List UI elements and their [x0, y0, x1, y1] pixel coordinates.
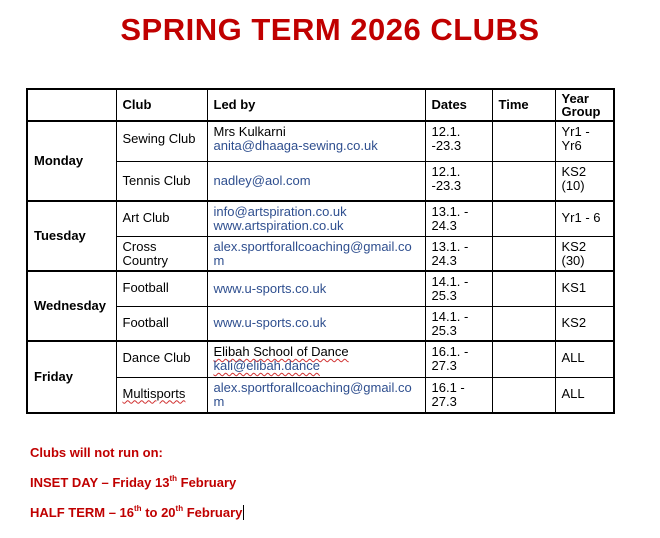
header-day — [27, 89, 116, 121]
email-link[interactable]: anita@dhaaga-sewing.co.uk — [213, 138, 378, 153]
table-row — [27, 377, 614, 413]
table-row — [27, 121, 614, 161]
inset-day-note: INSET DAY – Friday 13th February — [30, 474, 237, 490]
dates-cell: 16.1 - 27.3 — [425, 377, 492, 413]
day-wednesday: Wednesday — [27, 271, 116, 341]
led-by-cell — [207, 306, 425, 341]
text-cursor — [243, 505, 244, 520]
led-by-cell — [207, 201, 425, 236]
website-link[interactable]: www.u-sports.co.uk — [213, 281, 327, 296]
dates-cell: 13.1. - 24.3 — [425, 236, 492, 271]
year-cell: KS2 — [555, 306, 614, 341]
led-by-cell — [207, 161, 425, 201]
table-row — [27, 201, 614, 236]
time-cell — [492, 121, 555, 161]
year-cell: ALL — [555, 377, 614, 413]
club-cell: Football — [116, 271, 207, 306]
year-cell: ALL — [555, 341, 614, 377]
time-cell — [492, 236, 555, 271]
time-cell — [492, 341, 555, 377]
club-cell: Multisports — [116, 377, 207, 413]
led-by-cell: Mrs Kulkarni anita@dhaaga-sewing.co.uk — [207, 121, 425, 161]
dates-cell: 12.1. -23.3 — [425, 121, 492, 161]
website-link[interactable]: www.u-sports.co.uk — [213, 314, 327, 330]
time-cell — [492, 201, 555, 236]
club-cell: Dance Club — [116, 341, 207, 377]
year-cell: Yr1 - Yr6 — [555, 121, 614, 161]
notes-heading: Clubs will not run on: — [30, 445, 163, 460]
table-row — [27, 306, 614, 341]
table-row — [27, 236, 614, 271]
day-monday: Monday — [27, 121, 116, 201]
dates-cell: 14.1. - 25.3 — [425, 306, 492, 341]
time-cell — [492, 161, 555, 201]
day-friday: Friday — [27, 341, 116, 413]
club-cell: Tennis Club — [116, 161, 207, 201]
header-club: Club — [116, 89, 207, 121]
year-cell: Yr1 - 6 — [555, 201, 614, 236]
club-cell: Football — [116, 306, 207, 341]
led-by-cell — [207, 377, 425, 413]
email-link[interactable]: kali@elibah.dance — [213, 358, 320, 373]
table-header-row — [27, 89, 614, 121]
year-cell: KS2 (30) — [555, 236, 614, 271]
led-by-cell: Elibah School of Dance kali@elibah.dance — [207, 341, 425, 377]
header-time: Time — [492, 89, 555, 121]
half-term-note[interactable]: HALF TERM – 16th to 20th February — [30, 504, 243, 520]
club-cell: Art Club — [116, 201, 207, 236]
table-row — [27, 341, 614, 377]
table-row — [27, 161, 614, 201]
dates-cell: 13.1. - 24.3 — [425, 201, 492, 236]
header-led-by: Led by — [207, 89, 425, 121]
header-dates: Dates — [425, 89, 492, 121]
table-row — [27, 271, 614, 306]
dates-cell: 16.1. - 27.3 — [425, 341, 492, 377]
club-cell: Cross Country — [116, 236, 207, 271]
page-title: SPRING TERM 2026 CLUBS — [120, 12, 540, 47]
year-cell: KS1 — [555, 271, 614, 306]
led-by-cell — [207, 236, 425, 271]
email-link[interactable]: alex.sportforallcoaching@gmail.co m — [213, 379, 412, 409]
time-cell — [492, 306, 555, 341]
time-cell — [492, 271, 555, 306]
header-year-group: Year Group — [555, 89, 614, 121]
website-link[interactable]: www.artspiration.co.uk — [213, 218, 344, 233]
club-cell: Sewing Club — [116, 121, 207, 161]
day-tuesday: Tuesday — [27, 201, 116, 271]
email-link[interactable]: nadley@aol.com — [213, 172, 311, 188]
clubs-table — [26, 88, 615, 414]
email-link[interactable]: alex.sportforallcoaching@gmail.co m — [213, 238, 412, 268]
led-by-cell — [207, 271, 425, 306]
year-cell: KS2 (10) — [555, 161, 614, 201]
time-cell — [492, 377, 555, 413]
email-link[interactable]: info@artspiration.co.uk — [213, 204, 347, 219]
dates-cell: 12.1. -23.3 — [425, 161, 492, 201]
dates-cell: 14.1. - 25.3 — [425, 271, 492, 306]
